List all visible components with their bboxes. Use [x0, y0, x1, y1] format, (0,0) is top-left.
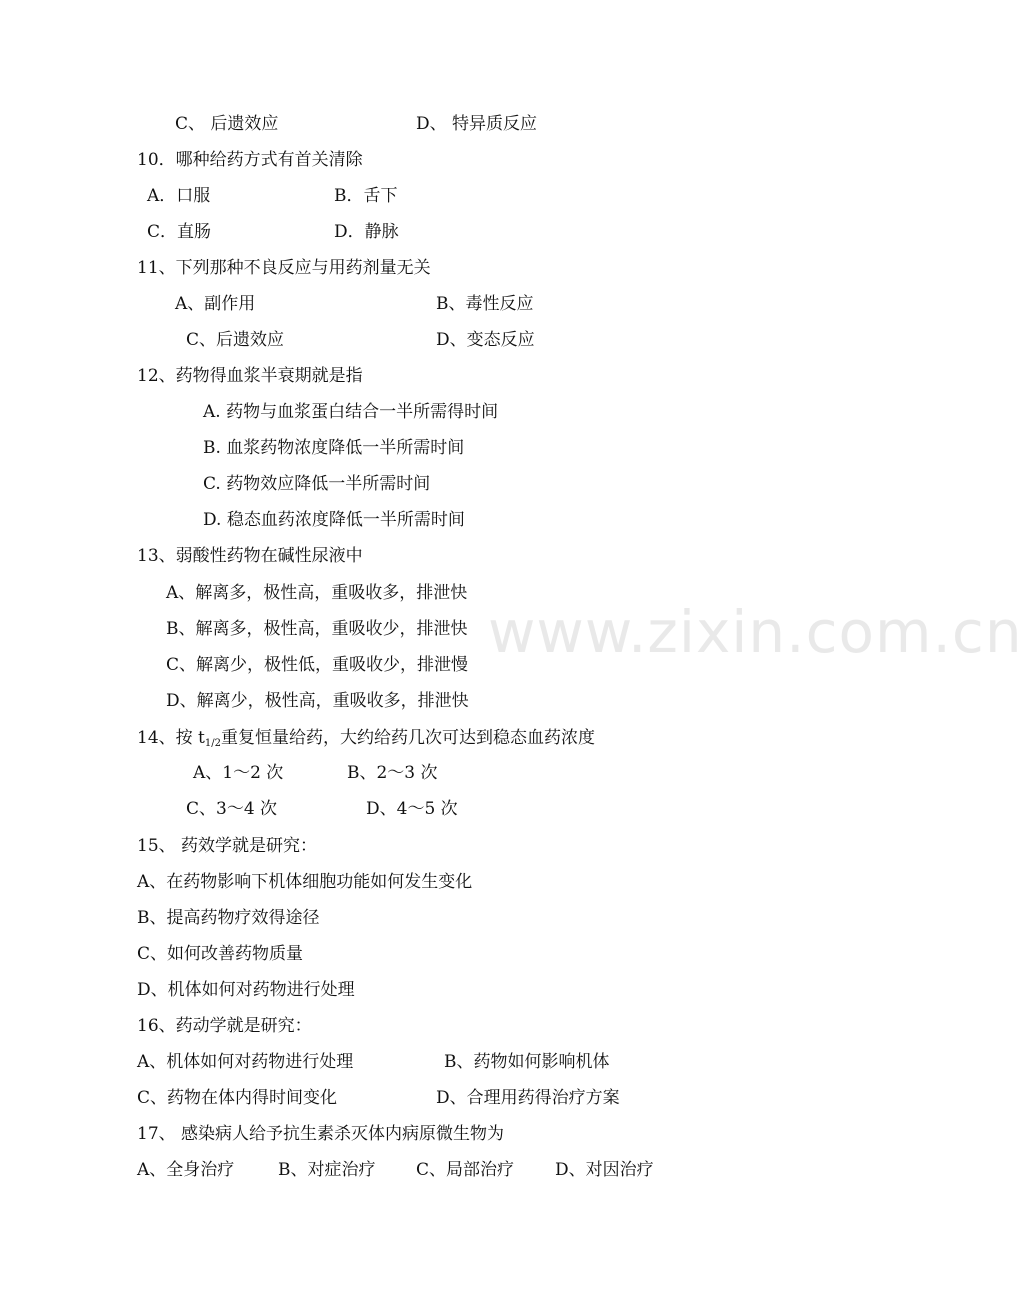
q14-option-b: B、2～3 次	[347, 763, 438, 783]
q14-stem	[137, 727, 595, 755]
q14-stem-suffix: 重复恒量给药，大约给药几次可达到稳态血药浓度	[220, 728, 595, 748]
q13-option-d: D、解离少，极性高，重吸收多，排泄快	[166, 691, 469, 711]
q15-stem: 15、 药效学就是研究：	[137, 836, 318, 856]
q17-option-b: B、对症治疗	[278, 1160, 376, 1180]
q11-option-d: D、变态反应	[436, 330, 535, 350]
q15-option-b: B、提高药物疗效得途径	[137, 908, 320, 928]
q10-option-d: D．静脉	[334, 222, 399, 242]
q15-option-c: C、如何改善药物质量	[137, 944, 304, 964]
q16-option-b: B、药物如何影响机体	[444, 1052, 610, 1072]
q15-option-a: A、在药物影响下机体细胞功能如何发生变化	[137, 872, 473, 892]
watermark: www.zixin.com.cn	[488, 598, 1023, 666]
q10-option-b: B．舌下	[334, 186, 398, 206]
q11-stem: 11、下列那种不良反应与用药剂量无关	[137, 258, 431, 278]
q14-option-d: D、4～5 次	[366, 799, 458, 819]
q11-option-a: A、副作用	[175, 294, 256, 314]
q11-option-b: B、毒性反应	[436, 294, 534, 314]
q17-option-a: A、全身治疗	[137, 1160, 235, 1180]
q14-option-c: C、3～4 次	[186, 799, 278, 819]
q16-option-a: A、机体如何对药物进行处理	[137, 1052, 354, 1072]
q13-option-b: B、解离多，极性高，重吸收少，排泄快	[166, 619, 468, 639]
q14-half-life-subscript: 1/2	[204, 738, 221, 749]
q13-option-a: A、解离多，极性高，重吸收多，排泄快	[166, 583, 468, 603]
q10-stem: 10．哪种给药方式有首关清除	[137, 150, 363, 170]
q17-stem: 17、 感染病人给予抗生素杀灭体内病原微生物为	[137, 1124, 505, 1144]
q13-option-c: C、解离少，极性低，重吸收少，排泄慢	[166, 655, 469, 675]
q13-stem: 13、弱酸性药物在碱性尿液中	[137, 546, 363, 566]
q11-option-c: C、后遗效应	[186, 330, 285, 350]
q10-option-c: C．直肠	[147, 222, 212, 242]
q9-option-d: D、 特异质反应	[416, 114, 538, 134]
q10-option-a: A．口服	[147, 186, 211, 206]
q14-stem-prefix: 14、按 t	[137, 728, 205, 748]
q17-option-c: C、局部治疗	[416, 1160, 515, 1180]
q16-option-c: C、药物在体内得时间变化	[137, 1088, 338, 1108]
q16-stem: 16、药动学就是研究：	[137, 1016, 312, 1036]
q12-option-d: D. 稳态血药浓度降低一半所需时间	[203, 510, 465, 530]
q12-option-c: C. 药物效应降低一半所需时间	[203, 474, 431, 494]
q16-option-d: D、合理用药得治疗方案	[436, 1088, 620, 1108]
q15-option-d: D、机体如何对药物进行处理	[137, 980, 355, 1000]
q12-option-b: B. 血浆药物浓度降低一半所需时间	[203, 438, 465, 458]
q12-option-a: A. 药物与血浆蛋白结合一半所需得时间	[203, 402, 499, 422]
q9-option-c: C、 后遗效应	[175, 114, 279, 134]
q14-option-a: A、1～2 次	[193, 763, 284, 783]
q12-stem: 12、药物得血浆半衰期就是指	[137, 366, 363, 386]
q17-option-d: D、对因治疗	[555, 1160, 654, 1180]
